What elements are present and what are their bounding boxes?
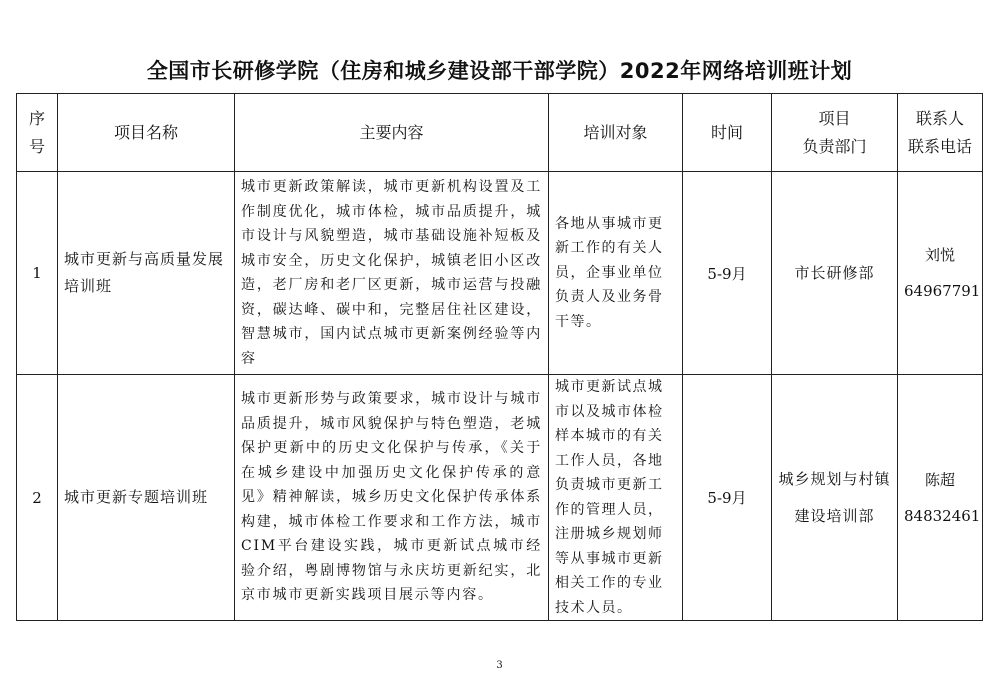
training-plan-table [16,93,983,621]
training-time: 5-9月 [683,375,772,621]
header-project-name: 项目名称 [58,94,235,172]
header-time: 时间 [683,94,772,172]
header-main-content: 主要内容 [235,94,549,172]
main-content: 城市更新形势与政策要求，城市设计与城市品质提升，城市风貌保护与特色塑造，老城保护更新中的历史文化保护与传承，《关于在城乡建设中加强历史文化保护传承的意见》精神解读，城乡历史文化保护传承体系构建，城市体检工作要求和工作方法，城市CIM平台建设实践，城市更新试点城市经验介绍，粤剧博物馆与永庆坊更新纪实，北京市城市更新实践项目展示等内容。 [235,375,549,621]
header-target-audience: 培训对象 [549,94,683,172]
row-number: 2 [17,375,58,621]
document-title: 全国市长研修学院（住房和城乡建设部干部学院）2022年网络培训班计划 [146,59,853,83]
table-row [17,375,983,621]
contact-name: 刘悦 [924,246,955,264]
main-content: 城市更新政策解读，城市更新机构设置及工作制度优化，城市体检，城市品质提升，城市设计与风貌塑造，城市基础设施补短板及城市安全，历史文化保护，城镇老旧小区改造，老厂房和老厂区更新，城市运营与投融资，碳达峰、碳中和，完整居住社区建设，智慧城市，国内试点城市更新案例经验等内容 [235,172,549,375]
responsible-department: 市长研修部 [772,172,898,375]
target-audience: 城市更新试点城市以及城市体检样本城市的有关工作人员，各地负责城市更新工作的管理人员，注册城乡规划师等从事城市更新相关工作的专业技术人员。 [549,375,683,621]
header-no: 序 号 [17,94,58,172]
row-number: 1 [17,172,58,375]
training-time: 5-9月 [683,172,772,375]
page-number: 3 [496,660,503,671]
project-name: 城市更新专题培训班 [58,375,235,621]
header-contact: 联系人 联系电话 [898,94,983,172]
table-row [17,172,983,375]
contact-cell [898,172,983,375]
table-header-row [17,94,983,172]
project-name: 城市更新与高质量发展培训班 [58,172,235,375]
contact-cell [898,375,983,621]
contact-phone: 84832461 [904,506,981,525]
target-audience: 各地从事城市更新工作的有关人员，企事业单位负责人及业务骨干等。 [549,172,683,375]
responsible-department: 城乡规划与村镇建设培训部 [772,375,898,621]
header-department: 项目 负责部门 [772,94,898,172]
contact-phone: 64967791 [904,282,981,300]
contact-name: 陈超 [924,470,955,489]
